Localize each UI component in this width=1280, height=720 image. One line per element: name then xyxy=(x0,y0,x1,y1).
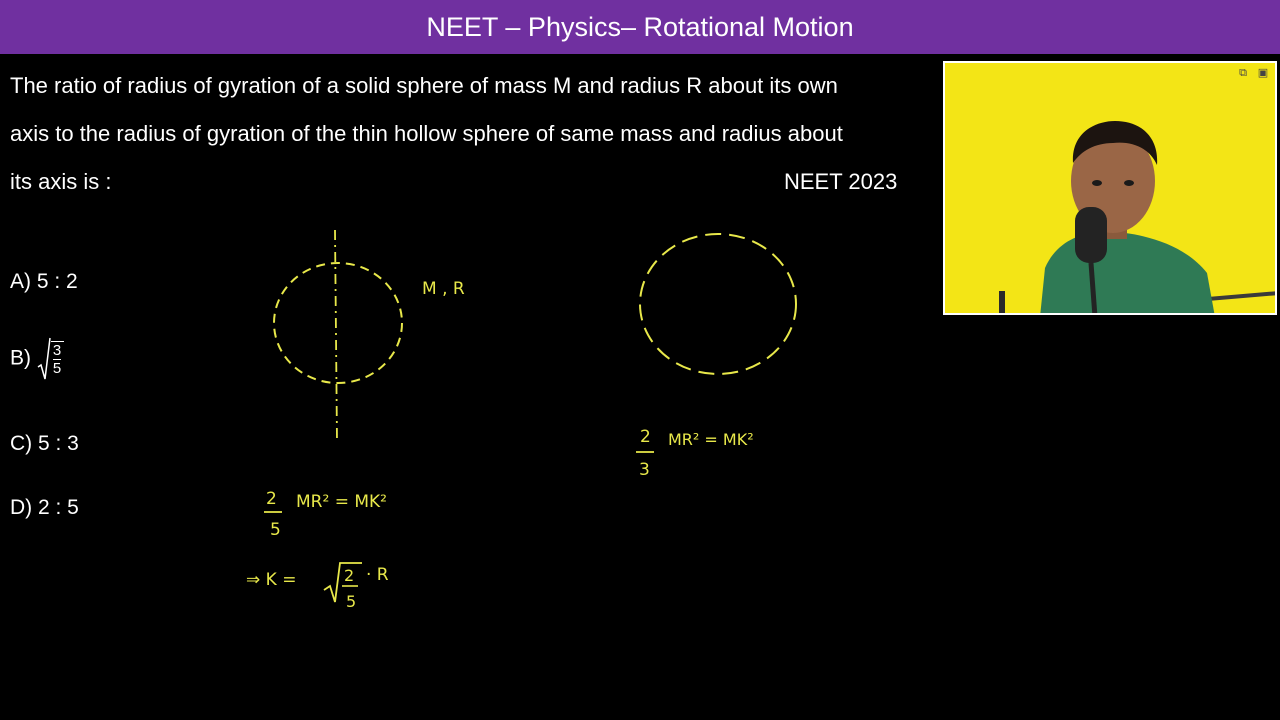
option-a[interactable]: A) 5 : 2 xyxy=(10,270,78,293)
option-d[interactable]: D) 2 : 5 xyxy=(10,496,79,519)
eq3-rhs: MR² = MK² xyxy=(668,430,754,449)
minimize-icon[interactable]: ▣ xyxy=(1257,67,1269,79)
mass-radius-label: M , R xyxy=(422,279,465,299)
eq1-rhs: MR² = MK² xyxy=(296,492,387,512)
eq1-numerator: 2 xyxy=(266,489,277,509)
eq3-denominator: 3 xyxy=(639,460,650,480)
presenter-video xyxy=(945,63,1277,315)
exam-tag: NEET 2023 xyxy=(784,169,898,194)
sqrt-denominator: 5 xyxy=(52,360,62,377)
eq2-numerator: 2 xyxy=(344,566,355,585)
question-line: The ratio of radius of gyration of a solid sphere of mass M and radius R about its own xyxy=(10,73,838,98)
eq2-radical xyxy=(324,563,362,602)
option-b-label: B) xyxy=(10,346,31,370)
axis-line-drawing xyxy=(335,230,337,442)
eq2-denominator: 5 xyxy=(346,592,357,611)
popout-icon[interactable]: ⧉ xyxy=(1239,67,1247,79)
eq2-rhs: · R xyxy=(366,565,389,585)
question-line-text: its axis is : xyxy=(10,169,112,194)
eq2-lhs: ⇒ K = xyxy=(246,570,297,590)
hollow-sphere-drawing xyxy=(640,234,796,374)
eq3-numerator: 2 xyxy=(640,427,651,447)
page-title: NEET – Physics– Rotational Motion xyxy=(426,11,854,42)
solid-sphere-drawing xyxy=(274,263,402,383)
question-line: axis to the radius of gyration of the thin hollow sphere of same mass and radius about xyxy=(10,121,843,146)
eq1-denominator: 5 xyxy=(270,520,281,540)
option-c[interactable]: C) 5 : 3 xyxy=(10,432,79,455)
webcam-controls xyxy=(1237,67,1269,79)
sqrt-numerator: 3 xyxy=(52,342,62,359)
webcam-panel xyxy=(943,61,1277,315)
